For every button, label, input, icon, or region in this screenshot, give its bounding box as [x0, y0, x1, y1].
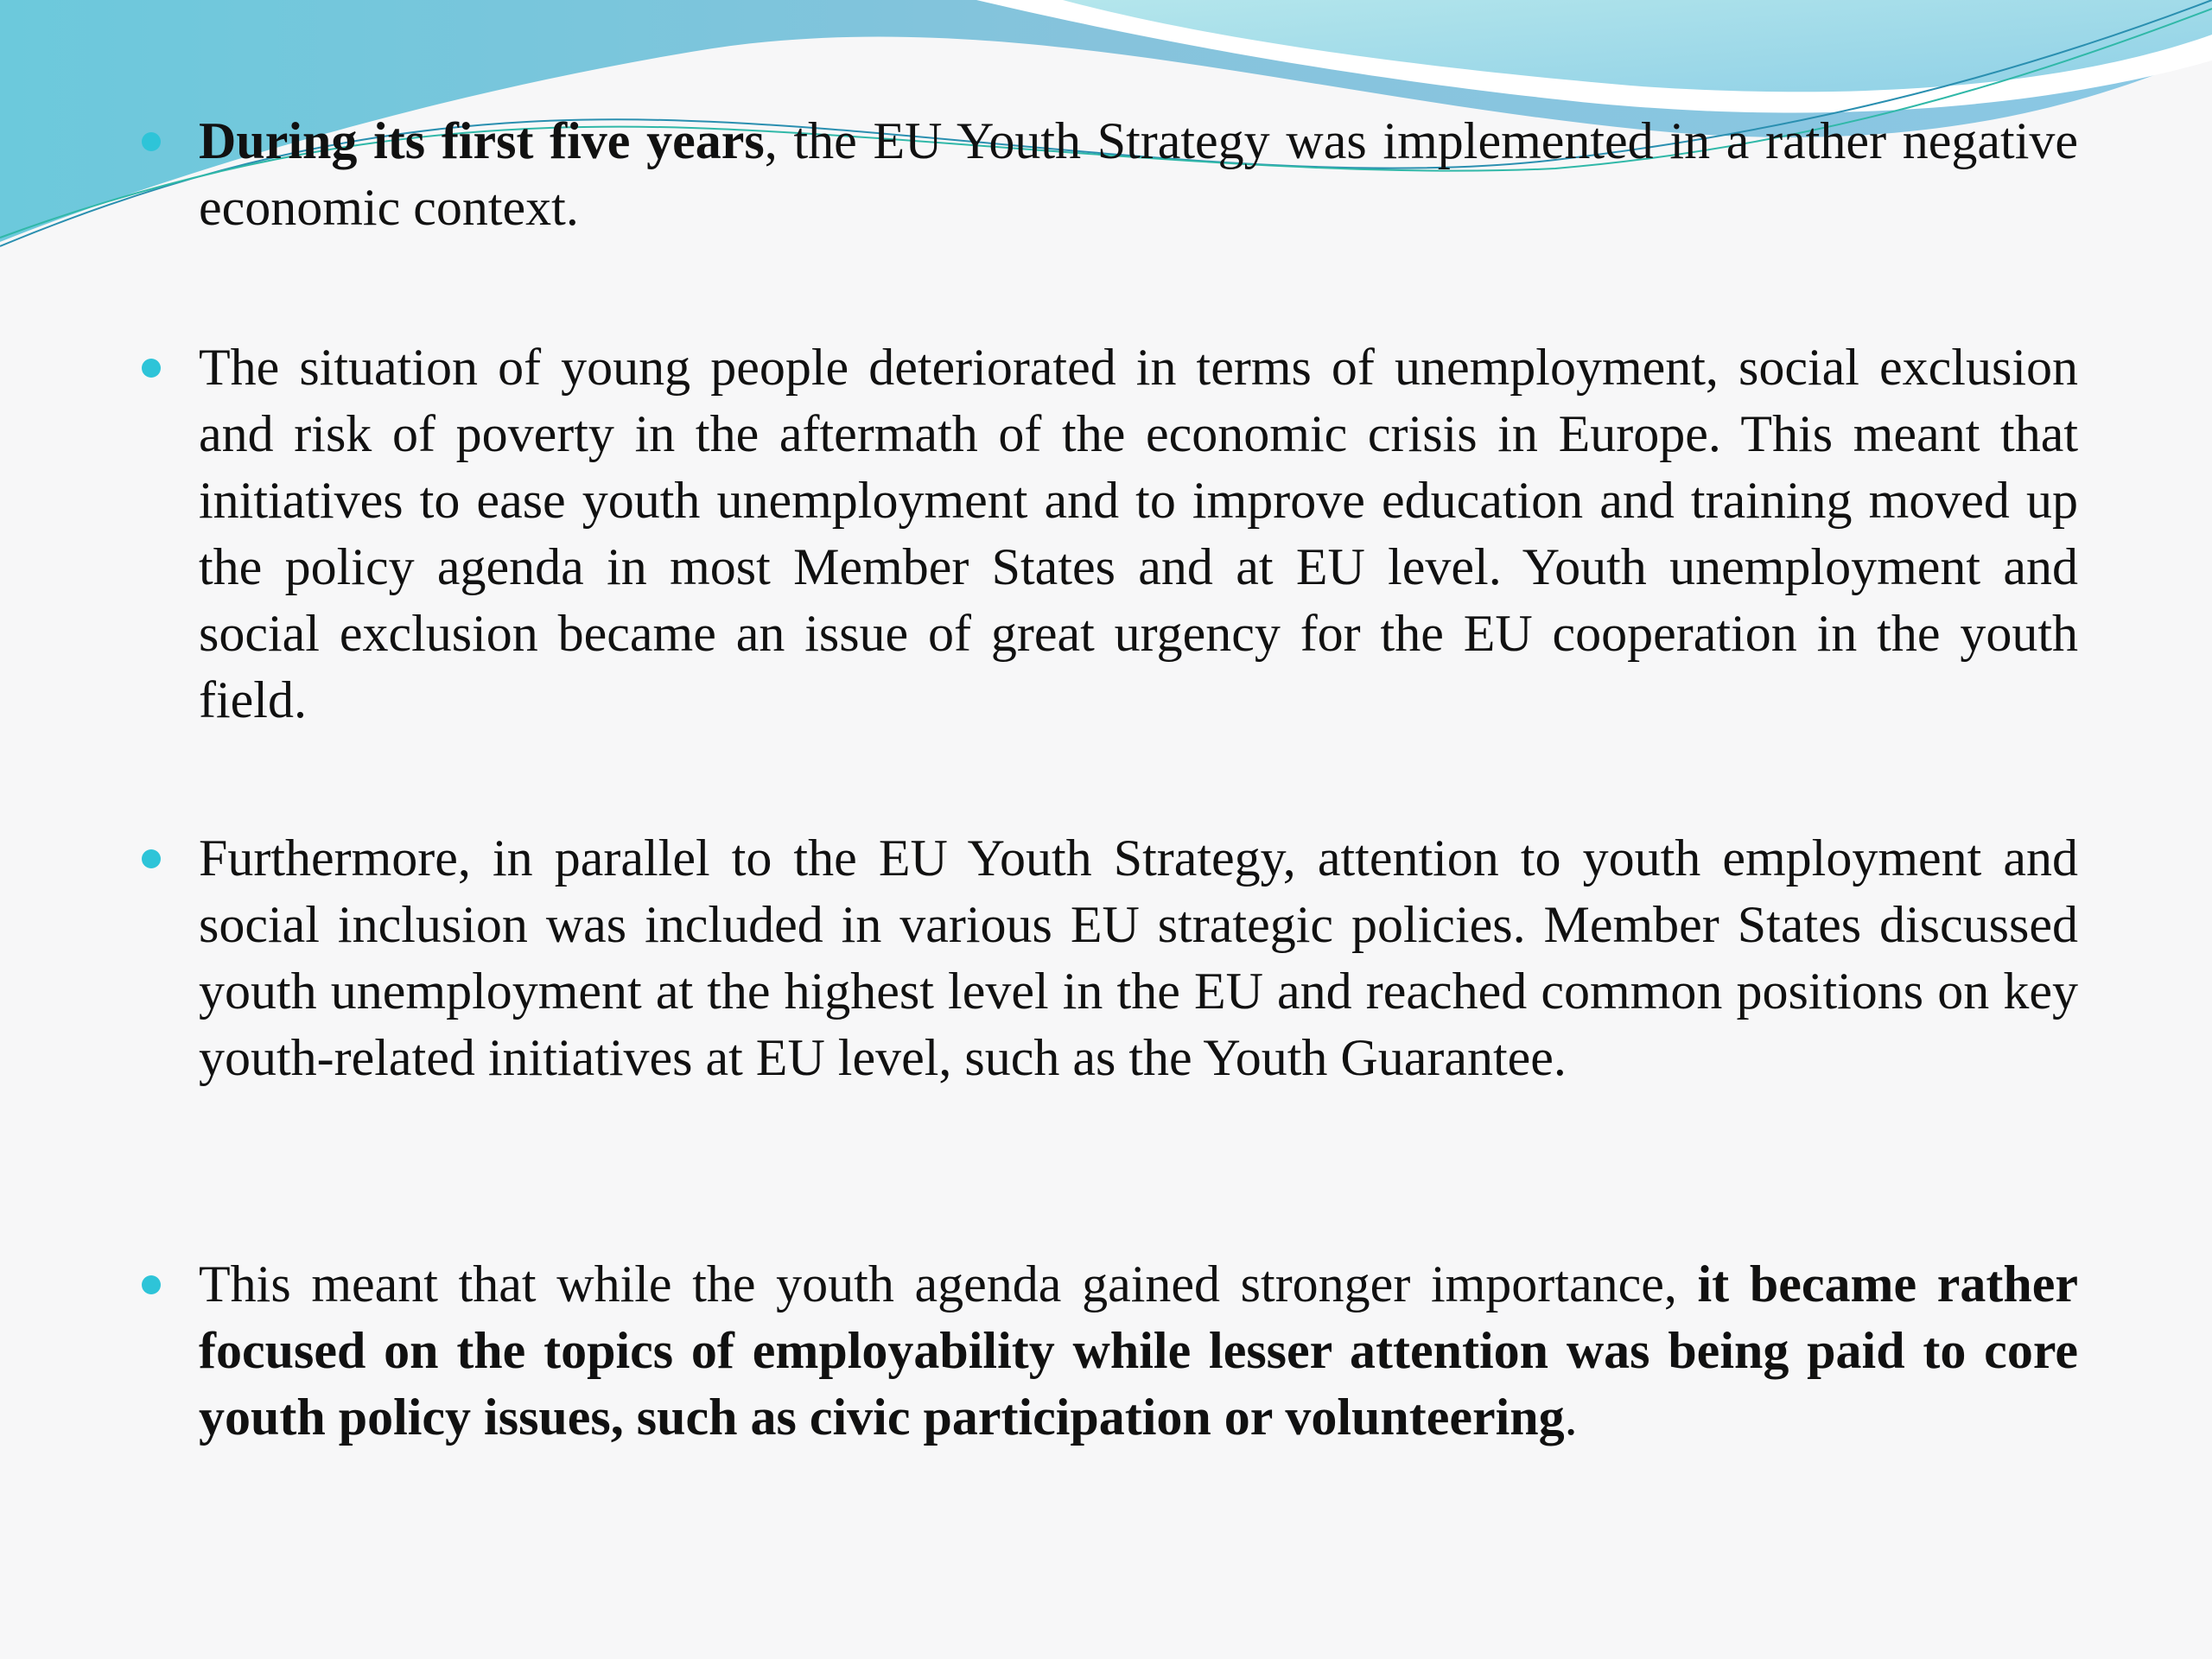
- bold-emphasis: it became rather focused on the topics of employability while lesser attention was being paid to core youth policy issues, such as civic participation or volunteering: [199, 1255, 2078, 1446]
- paragraph-text: This meant that while the youth agenda gained stronger importance,: [199, 1255, 1698, 1313]
- bold-lead: During its first five years: [199, 112, 765, 169]
- bullet-paragraph-2: [199, 334, 2078, 734]
- paragraph-text: The situation of young people deteriorated in terms of unemployment, social exclusion and risk of poverty in the aftermath of the economic crisis in Europe. This meant that initiatives to ease youth unemployment and to improve education and training moved up the policy agenda in most Member States and at EU level. Youth unemployment and social exclusion became an issue of great urgency for the EU cooperation in the youth field.: [199, 339, 2078, 728]
- bullet-paragraph-1: [199, 108, 2078, 241]
- paragraph-text: , the EU Youth Strategy was implemented in a rather negative economic context.: [199, 112, 2079, 236]
- bullet-icon: [142, 1275, 161, 1294]
- bullet-icon: [142, 849, 161, 868]
- bullet-icon: [142, 359, 161, 378]
- paragraph-end: .: [1564, 1389, 1578, 1446]
- paragraph-text: Furthermore, in parallel to the EU Youth Strategy, attention to youth employment and social inclusion was included in various EU strategic policies. Member States discussed youth unemployment at the highest level in the EU and reached common positions on key youth-related initiatives at EU level, such as the Youth Guarantee.: [199, 830, 2078, 1086]
- bullet-paragraph-4: [199, 1251, 2078, 1451]
- bullet-paragraph-3: [199, 825, 2078, 1091]
- bullet-icon: [142, 132, 161, 151]
